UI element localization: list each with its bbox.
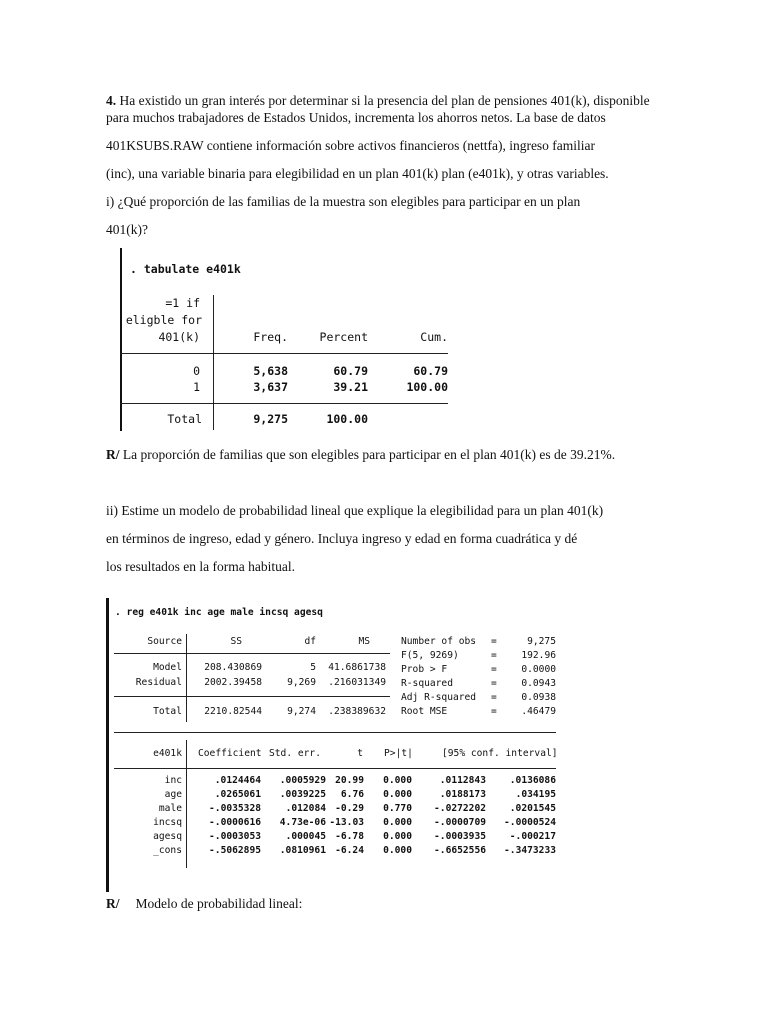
- anova-total-ms: .238389632: [328, 706, 386, 717]
- question-ii-line2: en términos de ingreso, edad y género. Incluya ingreso y edad en forma cuadrática y dé: [106, 531, 578, 546]
- coef-ci-low: .0112843: [439, 775, 486, 786]
- answer-1-marker: R/: [106, 447, 120, 462]
- coef-value: -.5062895: [209, 845, 261, 856]
- tabulate-output: [120, 248, 460, 433]
- tab-total-label: Total: [167, 412, 202, 426]
- stat-equals: =: [491, 636, 497, 647]
- anova-row-ms: .216031349: [328, 677, 386, 688]
- coef-ci-low: -.0272202: [434, 803, 486, 814]
- coef-ci-high: -.3473233: [504, 845, 556, 856]
- stat-equals: =: [491, 706, 497, 717]
- coef-value: .0124464: [214, 775, 261, 786]
- coef-t: 6.76: [340, 789, 364, 800]
- coef-header-depvar: e401k: [153, 748, 182, 759]
- coef-value: -.0035328: [209, 803, 261, 814]
- coef-value: -.0003053: [209, 831, 261, 842]
- coef-ci-low: -.6652556: [434, 845, 486, 856]
- coef-var: male: [158, 803, 182, 814]
- stat-equals: =: [491, 678, 497, 689]
- coef-ci-high: .0136086: [509, 775, 556, 786]
- coef-var: agesq: [153, 831, 182, 842]
- anova-row-df: 9,269: [287, 677, 316, 688]
- stat-equals: =: [491, 692, 497, 703]
- stat-value: 9,275: [527, 636, 556, 647]
- tab-row-key: 1: [193, 380, 200, 394]
- tab-row-key: 0: [193, 364, 200, 378]
- coef-t: -6.24: [335, 845, 364, 856]
- coef-t: -0.29: [335, 803, 364, 814]
- stat-equals: =: [491, 664, 497, 675]
- stat-label: Number of obs: [401, 636, 477, 647]
- coef-p: 0.770: [383, 803, 412, 814]
- tabulate-command: . tabulate e401k: [130, 262, 241, 276]
- coef-top-rule: [114, 732, 556, 733]
- anova-total-source: Total: [153, 706, 182, 717]
- anova-row-df: 5: [310, 662, 316, 673]
- coef-ci-low: -.0000709: [434, 817, 486, 828]
- anova-row-source: Model: [153, 662, 182, 673]
- coef-header-rule: [114, 768, 556, 769]
- coef-value: -.0000616: [209, 817, 261, 828]
- question-ii-line1: ii) Estime un modelo de probabilidad lineal que explique la elegibilidad para un plan 401(k): [106, 503, 604, 518]
- question-i-line1: i) ¿Qué proporción de las familias de la muestra son elegibles para participar en un plan: [106, 194, 581, 209]
- coef-ci-high: -.0000524: [504, 817, 556, 828]
- anova-row-ss: 208.430869: [204, 662, 262, 673]
- coef-var: incsq: [153, 817, 182, 828]
- question-4-line2: para muchos trabajadores de Estados Unidos, incrementa los ahorros netos. La base de datos: [106, 110, 606, 125]
- stat-label: F(5, 9269): [401, 650, 459, 661]
- answer-1: [106, 447, 615, 463]
- regression-output: [106, 598, 560, 894]
- question-4-line1: [106, 93, 650, 109]
- question-ii-line3: los resultados en la forma habitual.: [106, 559, 295, 574]
- question-4-line3: 401KSUBS.RAW contiene información sobre activos financieros (nettfa), ingreso familiar: [106, 138, 596, 153]
- tab-row-percent: 60.79: [333, 364, 368, 378]
- stat-label: Prob > F: [401, 664, 448, 675]
- coef-value: .0265061: [214, 789, 261, 800]
- tab-total-rule: [120, 403, 448, 404]
- answer-2: [106, 896, 302, 912]
- answer-2-text: Modelo de probabilidad lineal:: [135, 896, 303, 911]
- question-i-line2: 401(k)?: [106, 222, 148, 237]
- coef-var: _cons: [153, 845, 182, 856]
- anova-header-source: Source: [147, 636, 182, 647]
- anova-total-ss: 2210.82544: [204, 706, 262, 717]
- coef-var: inc: [164, 775, 182, 786]
- coef-ci-high: -.000217: [509, 831, 556, 842]
- answer-1-text: La proporción de familias que son elegibles para participar en el plan 401(k) es de 39.21%.: [119, 447, 616, 462]
- anova-row-ms: 41.6861738: [328, 662, 386, 673]
- question-number: 4.: [106, 93, 117, 108]
- tab-header-freq: Freq.: [253, 330, 288, 344]
- coef-ci-low: -.0003935: [434, 831, 486, 842]
- tab-header-percent: Percent: [319, 330, 368, 344]
- answer-2-marker: R/: [106, 896, 120, 911]
- coef-stderr: .000045: [285, 831, 326, 842]
- tab-label-line1: =1 if: [165, 296, 200, 310]
- stat-label: R-squared: [401, 678, 453, 689]
- anova-header-rule: [114, 653, 390, 654]
- stat-value: .46479: [521, 706, 556, 717]
- regression-command: . reg e401k inc age male incsq agesq: [115, 607, 323, 618]
- coef-header-stderr: Std. err.: [269, 748, 321, 759]
- tab-label-line3: 401(k): [158, 330, 200, 344]
- anova-row-source: Residual: [135, 677, 182, 688]
- coef-header-coefficient: Coefficient: [198, 748, 262, 759]
- tab-header-rule: [120, 353, 448, 354]
- anova-header-ss: SS: [230, 636, 242, 647]
- anova-header-df: df: [304, 636, 316, 647]
- coef-header-ci: [95% conf. interval]: [442, 748, 558, 759]
- coef-p: 0.000: [383, 831, 412, 842]
- coef-stderr: 4.73e-06: [279, 817, 326, 828]
- tab-row-cum: 60.79: [413, 364, 448, 378]
- anova-row-ss: 2002.39458: [204, 677, 262, 688]
- coef-stderr: .0005929: [279, 775, 326, 786]
- stat-label: Root MSE: [401, 706, 448, 717]
- coef-t: -13.03: [329, 817, 364, 828]
- stat-value: 0.0943: [521, 678, 556, 689]
- tab-row-freq: 3,637: [253, 380, 288, 394]
- coef-p: 0.000: [383, 845, 412, 856]
- stat-equals: =: [491, 650, 497, 661]
- anova-total-df: 9,274: [287, 706, 316, 717]
- tab-header-cum: Cum.: [420, 330, 448, 344]
- tab-vertical-rule: [213, 295, 214, 430]
- coef-ci-high: .0201545: [509, 803, 556, 814]
- coef-header-t: t: [357, 748, 363, 759]
- tab-row-percent: 39.21: [333, 380, 368, 394]
- question-4-line4: (inc), una variable binaria para elegibilidad en un plan 401(k) plan (e401k), y otras variables.: [106, 166, 609, 181]
- coef-stderr: .012084: [285, 803, 326, 814]
- coef-stderr: .0039225: [279, 789, 326, 800]
- coef-p: 0.000: [383, 817, 412, 828]
- coef-var: age: [164, 789, 182, 800]
- stat-value: 0.0000: [521, 664, 556, 675]
- tab-total-freq: 9,275: [253, 412, 288, 426]
- tab-row-freq: 5,638: [253, 364, 288, 378]
- stat-label: Adj R-squared: [401, 692, 477, 703]
- tab-row-cum: 100.00: [406, 380, 448, 394]
- tab-label-line2: eligble for: [125, 313, 202, 327]
- stat-value: 192.96: [521, 650, 556, 661]
- coef-ci-high: .034195: [515, 789, 556, 800]
- stat-value: 0.0938: [521, 692, 556, 703]
- coef-ci-low: .0188173: [439, 789, 486, 800]
- anova-header-ms: MS: [358, 636, 370, 647]
- question-4-text: Ha existido un gran interés por determinar si la presencia del plan de pensiones 401(k), disponible: [119, 93, 650, 108]
- coef-t: -6.78: [335, 831, 364, 842]
- coef-p: 0.000: [383, 775, 412, 786]
- anova-total-rule: [114, 696, 390, 697]
- coef-header-p: P>|t|: [384, 748, 413, 759]
- coef-p: 0.000: [383, 789, 412, 800]
- coef-stderr: .0810961: [279, 845, 326, 856]
- tab-total-percent: 100.00: [326, 412, 368, 426]
- coef-t: 20.99: [335, 775, 364, 786]
